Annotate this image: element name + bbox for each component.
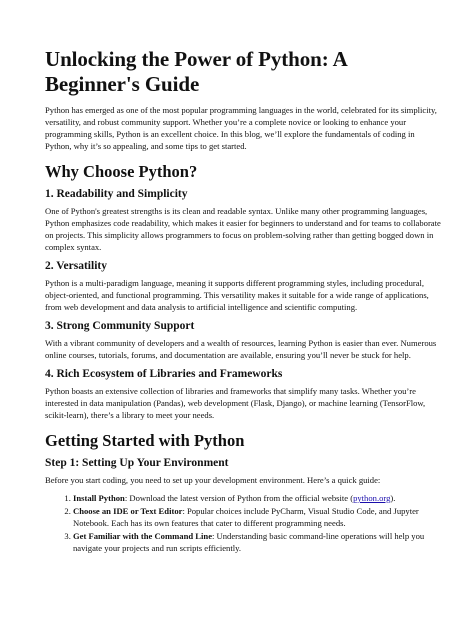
versatility-heading: 2. Versatility bbox=[45, 260, 107, 272]
list-item-title: Get Familiar with the Command Line bbox=[73, 531, 213, 541]
list-item-text: : Popular choices include PyCharm, Visual Studio Code, and Jupyter Notebook. Each has its own features that cater to different programming needs. bbox=[73, 506, 419, 528]
step1-intro: Before you start coding, you need to set up your development environment. Here’s a quick guide: bbox=[45, 475, 381, 485]
list-item-text-end: ). bbox=[390, 493, 396, 503]
list-item-title: Install Python bbox=[73, 493, 125, 503]
list-item bbox=[73, 505, 441, 529]
why-heading: Why Choose Python? bbox=[45, 162, 198, 181]
readability-paragraph: One of Python's greatest strengths is its clean and readable syntax. Unlike many other programming languages, Python emphasizes code readability, which makes it easier for beginners to understand and for teams to collaborate on projects. This simplicity allows programmers to focus on problem-solving rather than getting bogged down in complex syntax. bbox=[45, 206, 441, 252]
document-page bbox=[45, 47, 441, 555]
step1-heading: Step 1: Setting Up Your Environment bbox=[45, 457, 229, 469]
community-heading: 3. Strong Community Support bbox=[45, 320, 195, 332]
list-item bbox=[73, 530, 441, 554]
page-title: Unlocking the Power of Python: A Beginner's Guide bbox=[45, 47, 347, 96]
ecosystem-paragraph: Python boasts an extensive collection of libraries and frameworks that simplify many tasks. Whether you’re interested in data manipulation (Pandas), web development (Flask, Django), or machine learning (TensorFlow, scikit-learn), there’s a library to meet your needs. bbox=[45, 386, 426, 420]
ecosystem-heading: 4. Rich Ecosystem of Libraries and Frameworks bbox=[45, 368, 283, 380]
python-org-link[interactable]: python.org bbox=[353, 493, 391, 503]
setup-list bbox=[45, 492, 441, 554]
list-item-title: Choose an IDE or Text Editor bbox=[73, 506, 183, 516]
list-item bbox=[73, 492, 441, 504]
readability-heading: 1. Readability and Simplicity bbox=[45, 188, 188, 200]
list-item-text: : Download the latest version of Python from the official website ( bbox=[124, 493, 354, 503]
list-item-text: : Understanding basic command-line operations will help you navigate your projects and run scripts efficiently. bbox=[73, 531, 425, 553]
intro-paragraph: Python has emerged as one of the most popular programming languages in the world, celebrated for its simplicity, versatility, and robust community support. Whether you’re a complete novice or looking to enhance your programming skills, Python is an excellent choice. In this blog, we’ll explore the fundamentals of coding in Python, why it’s so appealing, and some tips to get started. bbox=[45, 105, 437, 151]
versatility-paragraph: Python is a multi-paradigm language, meaning it supports different programming styles, including procedural, object-oriented, and functional programming. This versatility makes it suitable for a wide range of applications, from web development and data analysis to artificial intelligence and scientific computing. bbox=[45, 278, 429, 312]
community-paragraph: With a vibrant community of developers and a wealth of resources, learning Python is easier than ever. Numerous online courses, tutorials, forums, and documentation are available, ensuring you’ll never be stuck for help. bbox=[45, 338, 437, 360]
getting-started-heading: Getting Started with Python bbox=[45, 431, 245, 450]
